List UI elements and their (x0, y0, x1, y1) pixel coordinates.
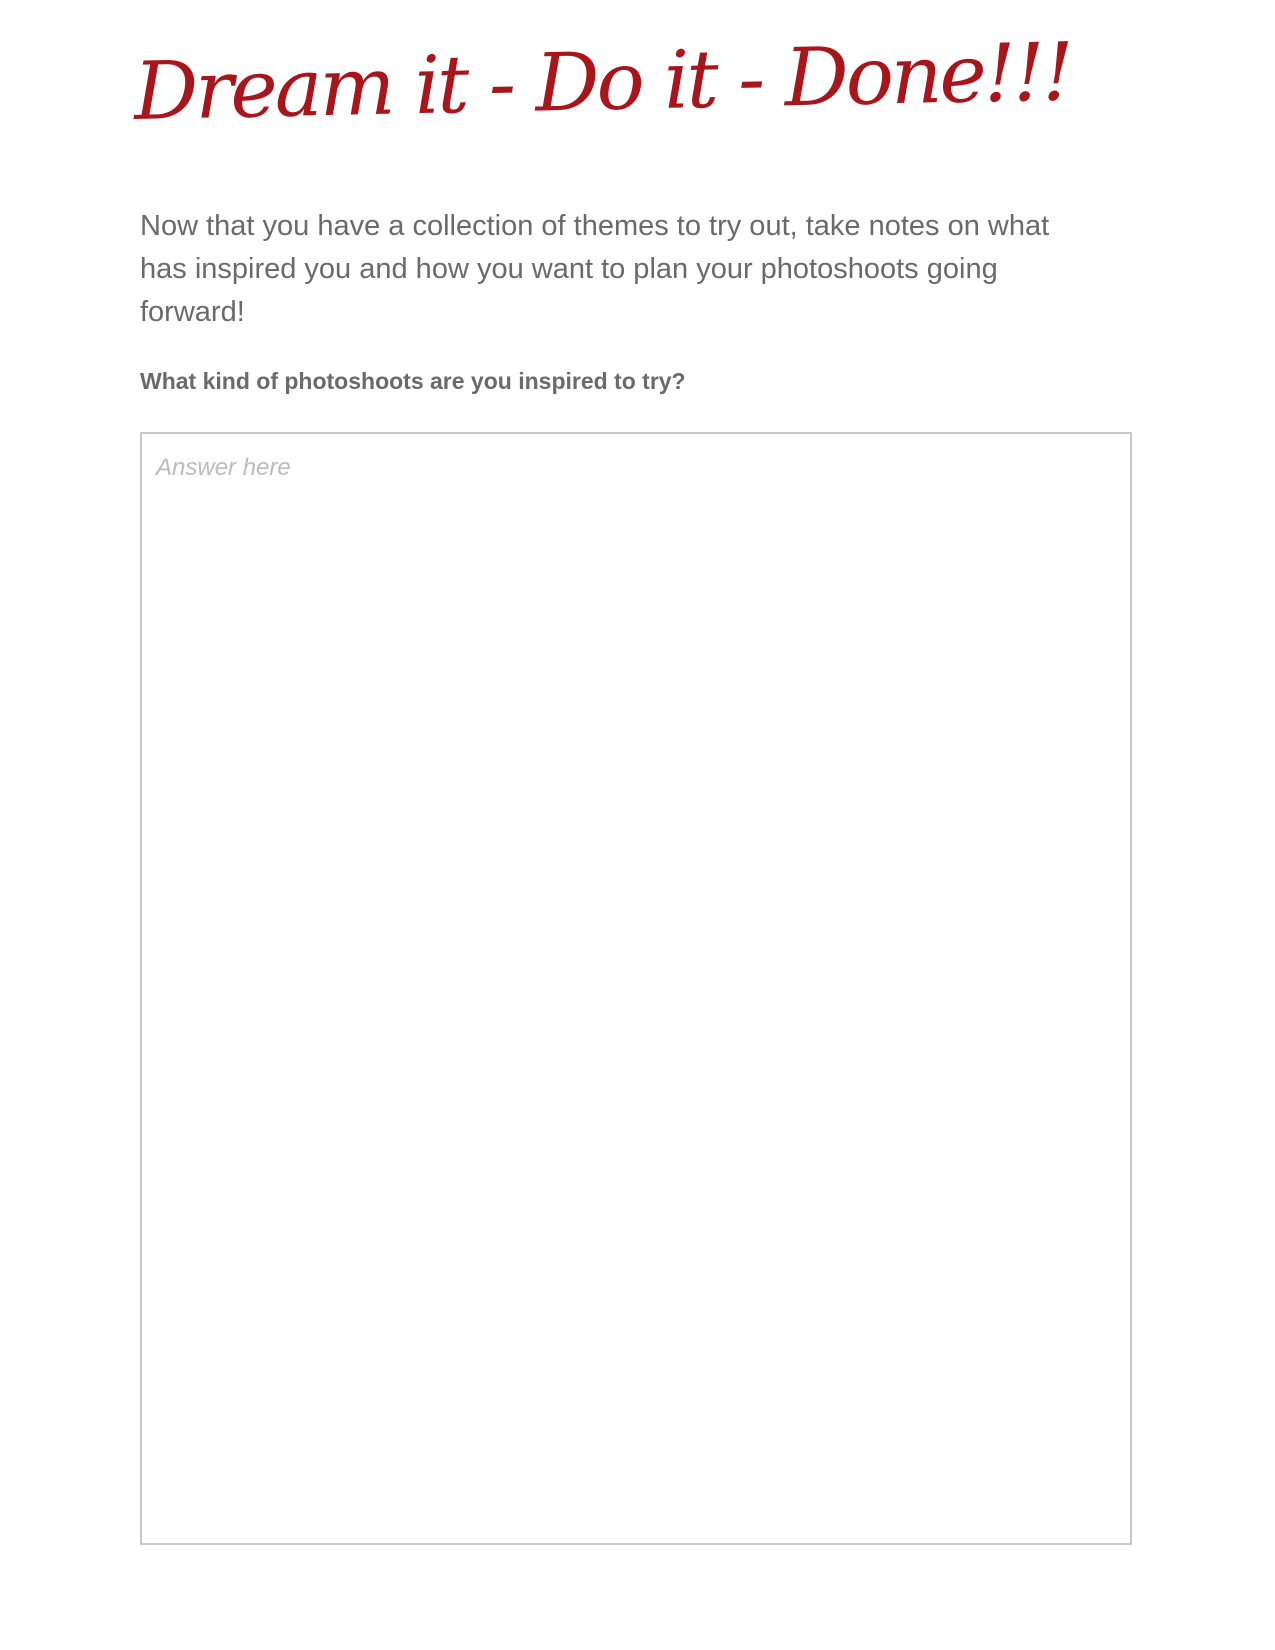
question-label: What kind of photoshoots are you inspired to try? (140, 368, 686, 394)
answer-field[interactable] (140, 432, 1132, 1545)
page-title: Dream it - Do it - Done!!! (133, 25, 1073, 138)
intro-paragraph: Now that you have a collection of themes to try out, take notes on what has inspired you and how you want to plan your photoshoots going forward! (140, 210, 1050, 328)
